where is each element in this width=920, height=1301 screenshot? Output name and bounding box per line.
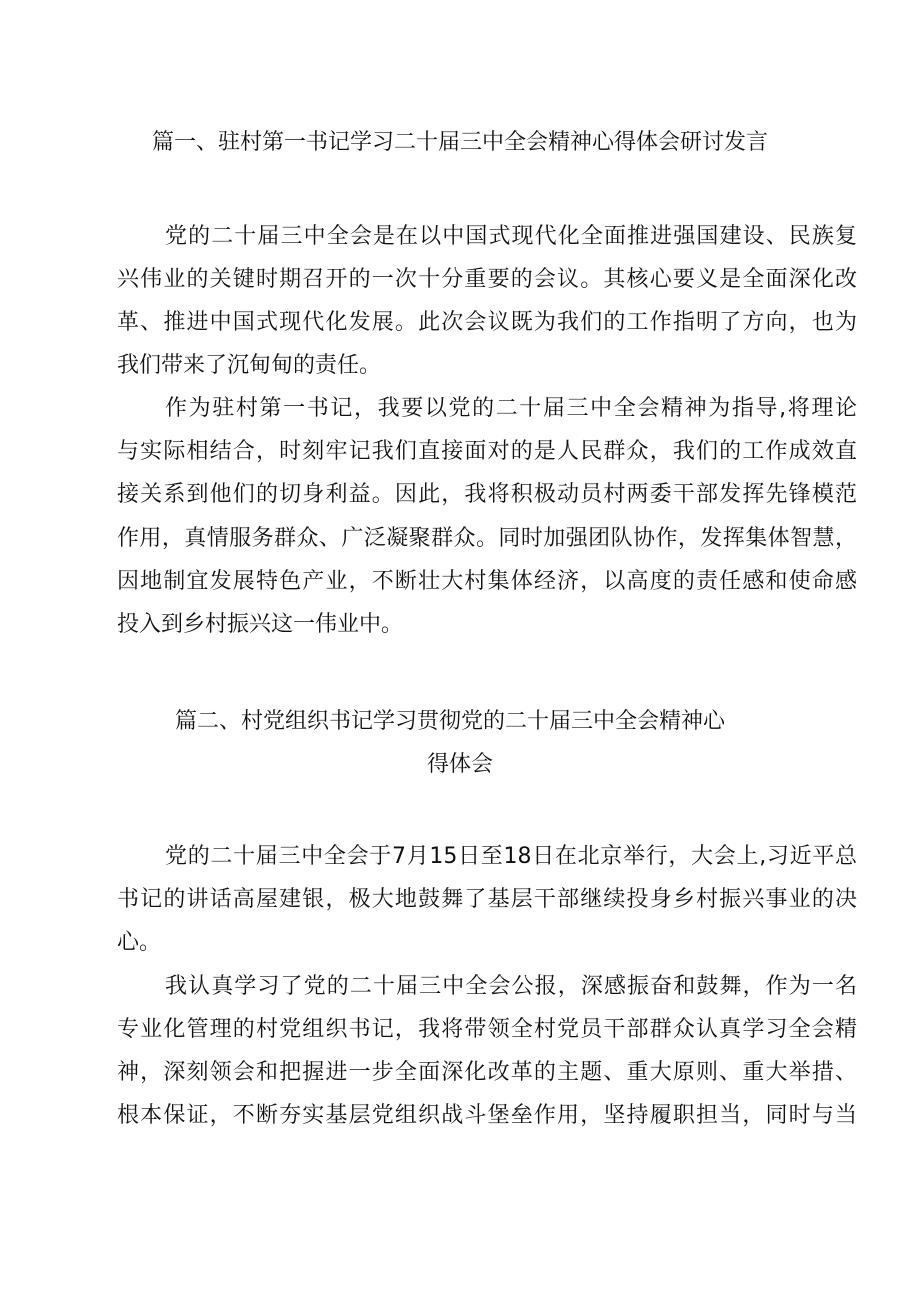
- paragraph-line: 投入到乡村振兴这一伟业中。: [117, 612, 404, 637]
- paragraph-line: 因地制宜发展特色产业，不断壮大村集体经济，以高度的责任感和使命感: [117, 569, 857, 594]
- paragraph-line: 心。: [117, 930, 162, 955]
- section1-title: 篇一、驻村第一书记学习二十届三中全会精神心得体会研讨发言: [151, 130, 768, 155]
- paragraph-line: 作为驻村第一书记，我要以党的二十届三中全会精神为指导,将理论: [165, 396, 857, 421]
- paragraph-line: 革、推进中国式现代化发展。此次会议既为我们的工作指明了方向，也为: [117, 310, 857, 335]
- paragraph-line: 党的二十届三中全会于7月15日至18日在北京举行，大会上,习近平总: [165, 844, 857, 869]
- section2-title-line-1: 篇二、村党组织书记学习贯彻党的二十届三中全会精神心: [174, 709, 725, 734]
- paragraph-line: 我们带来了沉甸甸的责任。: [117, 353, 382, 378]
- paragraph-line: 根本保证，不断夯实基层党组织战斗堡垒作用，坚持履职担当，同时与当: [117, 1103, 857, 1128]
- paragraph-line: 专业化管理的村党组织书记，我将带领全村党员干部群众认真学习全会精: [117, 1017, 857, 1042]
- paragraph-line: 兴伟业的关键时期召开的一次十分重要的会议。其核心要义是全面深化改: [117, 267, 857, 292]
- paragraph-line: 书记的讲话高屋建银，极大地鼓舞了基层干部继续投身乡村振兴事业的决: [117, 887, 857, 912]
- paragraph-line: 我认真学习了党的二十届三中全会公报，深感振奋和鼓舞，作为一名: [165, 974, 857, 999]
- paragraph-line: 接关系到他们的切身利益。因此，我将积极动员村两委干部发挥先锋模范: [117, 482, 857, 507]
- section2-title-line-2: 得体会: [426, 752, 493, 777]
- paragraph-line: 党的二十届三中全会是在以中国式现代化全面推进强国建设、民族复: [165, 224, 857, 249]
- paragraph-line: 神，深刻领会和把握进一步全面深化改革的主题、重大原则、重大举措、: [117, 1060, 857, 1085]
- paragraph-line: 作用，真情服务群众、广泛凝聚群众。同时加强团队协作，发挥集体智慧，: [117, 526, 857, 551]
- paragraph-line: 与实际相结合，时刻牢记我们直接面对的是人民群众，我们的工作成效直: [117, 439, 857, 464]
